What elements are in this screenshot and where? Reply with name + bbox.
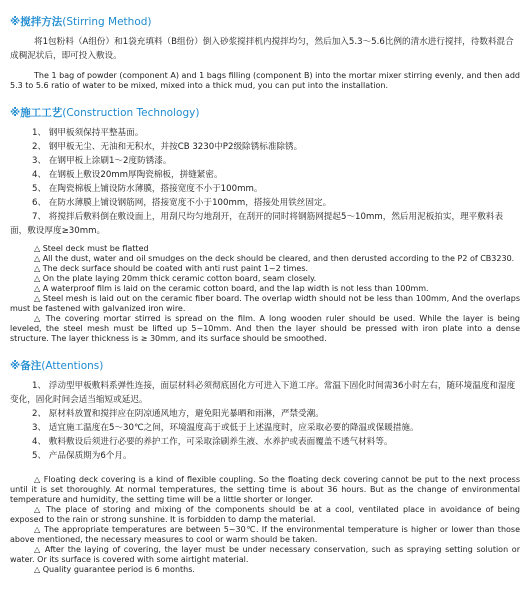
construction-item-en: △ The covering mortar stirred is spread on the film. A long wooden ruler should be used. While the layer is being leveled, the steel mesh must be lifted up 5~10mm. And then the layer should be pressed with iron plate into a dense structure. The layer thickness is ≥ 30mm, and its surface should be smoothed. [10, 314, 520, 343]
stirring-title-en: (Stirring Method) [62, 16, 152, 28]
construction-title-cn: ※施工工艺 [10, 107, 63, 119]
attentions-item-en: △ After the laying of covering, the layer must be under necessary conservation, such as spraying setting solution or water. Or its surface is covered with some airtight material. [10, 545, 520, 564]
construction-heading [10, 105, 520, 120]
stirring-para-en: The 1 bag of powder (component A) and 1 bags filling (component B) into the mortar mixer stirring evenly, and then add 5.3 to 5.6 ratio of water to be mixed, mixed into a thick mud, you can put into the installation. [10, 71, 520, 90]
stirring-title-cn: ※搅拌方法 [10, 16, 63, 28]
construction-item-cn: 2、 钢甲板无尘、无油和无积水，并按CB 3230中P2级除锈标准除锈。 [32, 142, 303, 152]
attentions-title-en: (Attentions) [41, 360, 104, 372]
construction-item-cn: 3、 在钢甲板上涂刷1～2度防锈漆。 [32, 156, 172, 166]
attentions-title-cn: ※备注 [10, 360, 42, 372]
construction-item-cn: 5、 在陶瓷棉板上铺设防水薄膜，搭接宽度不小于100mm。 [32, 184, 263, 194]
construction-item-cn: 6、 在防水薄膜上铺设钢筋网，搭接宽度不小于100mm，搭接处用铁丝固定。 [32, 198, 332, 208]
attentions-item-en: △ Quality guarantee period is 6 months. [34, 565, 195, 574]
construction-item-en: △ On the plate laying 20mm thick ceramic cotton board, seam closely. [34, 274, 317, 283]
construction-item-en: △ Steel mesh is laid out on the ceramic fiber board. The overlap width should not be less than 100mm, And the overlaps must be fastened with galvanized iron wire. [10, 294, 520, 313]
attentions-item-cn: 1、 浮动型甲板敷料系弹性连接，面层材料必须彻底固化方可进入下道工序。常温下固化时间需36小时左右，随环境温度和湿度变化，固化时间会适当缩短或延迟。 [10, 381, 516, 405]
construction-item-cn: 4、 在钢板上敷设20mm厚陶瓷棉板，拼缝紧密。 [32, 170, 223, 180]
attentions-heading [10, 358, 520, 373]
stirring-heading [10, 14, 520, 29]
attentions-item-en: △ Floating deck covering is a kind of flexible coupling. So the floating deck covering cannot be put to the next process until it is set thoroughly. At normal temperatures, the setting time is about 36 hours. But as the change of environmental temperature and humidity, the setting time will be a little shorter or longer. [10, 475, 520, 504]
construction-title-en: (Construction Technology) [62, 107, 200, 119]
attentions-item-cn: 5、 产品保质期为6个月。 [32, 451, 132, 461]
attentions-item-cn: 3、 适宜施工温度在5～30℃之间，环境温度高于或低于上述温度时，应采取必要的降温或保暖措施。 [32, 423, 419, 433]
construction-item-en: △ Steel deck must be flatted [34, 244, 149, 253]
stirring-para-cn: 将1包粉料（A组份）和1袋充填料（B组份）倒入砂浆搅拌机内搅拌均匀，然后加入5.3～5.6比例的清水进行搅拌，待数料混合成稠泥状后，即可投入敷设。 [10, 37, 514, 61]
attentions-item-en: △ The appropriate temperatures are between 5~30℃. If the environmental temperature is higher or lower than those above mentioned, the necessary measures to cool or warm should be taken. [10, 525, 520, 544]
construction-item-en: △ All the dust, water and oil smudges on the deck should be cleared, and then derusted according to the P2 of CB3230. [34, 254, 515, 263]
attentions-item-en: △ The place of storing and mixing of the components should be at a cool, ventilated place in avoidance of being exposed to the rain or strong sunshine. It is forbidden to damp the material. [10, 505, 520, 524]
attentions-item-cn: 4、 敷料敷设后须进行必要的养护工作，可采取涂刷养生液、水养护或表面覆盖不透气材料等。 [32, 437, 393, 447]
construction-item-cn: 1、 钢甲板须保持平整基面。 [32, 128, 144, 138]
attentions-item-cn: 2、 原材料放置和搅拌应在阴凉通风地方，避免阳光暴晒和雨淋，严禁受潮。 [32, 409, 324, 419]
construction-item-en: △ The deck surface should be coated with anti rust paint 1~2 times. [34, 264, 309, 273]
construction-item-cn: 7、 将搅拌后敷料倒在敷设面上，用刮尺均匀地刮开，在刮开的同时将钢筋网提起5～10mm，然后用泥板拍实，理平敷料表面，敷设厚度≥30mm。 [10, 212, 504, 236]
construction-item-en: △ A waterproof film is laid on the ceramic cotton board, and the lap width is not less than 100mm. [34, 284, 429, 293]
